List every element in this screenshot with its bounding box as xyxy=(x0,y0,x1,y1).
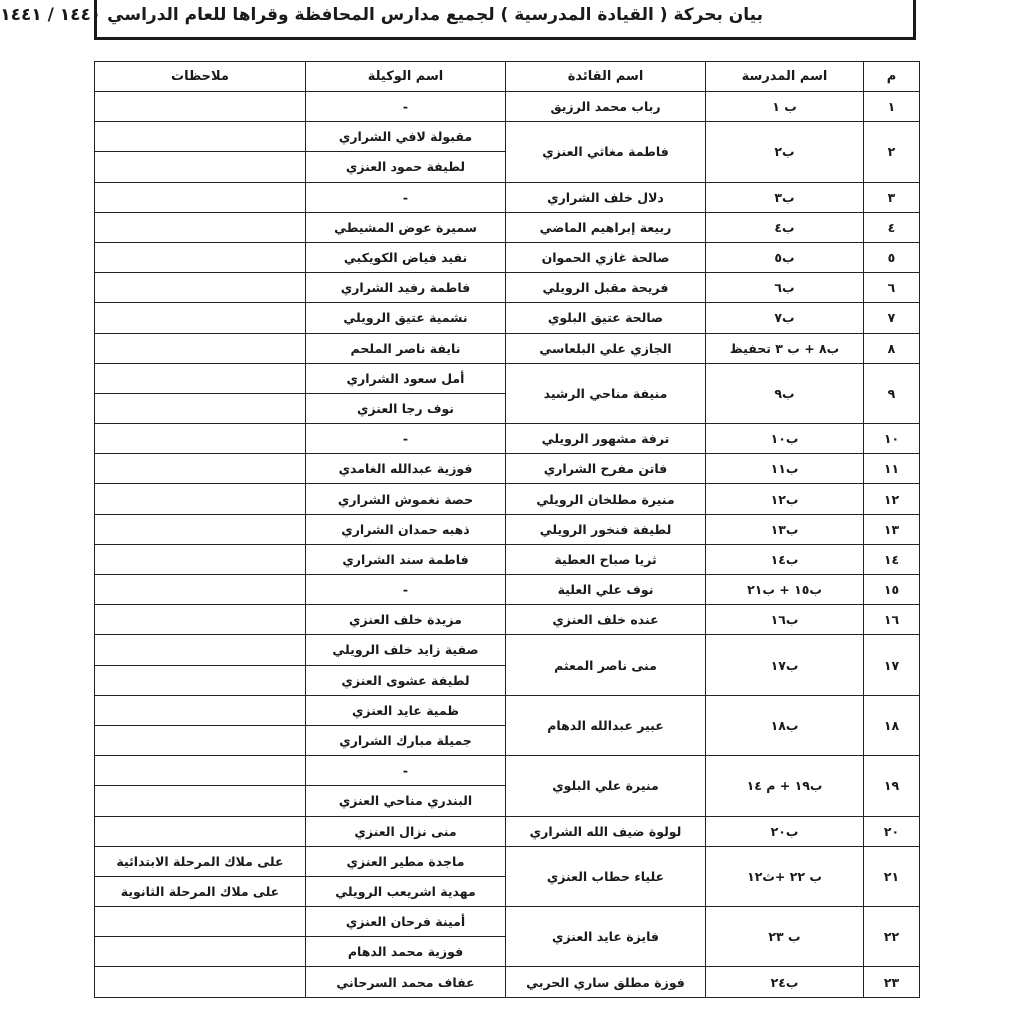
leader-name: صالحة عتيق البلوي xyxy=(506,303,706,333)
deputy-name: لطيفة عشوى العنزي xyxy=(306,665,506,695)
notes-cell xyxy=(95,967,306,997)
table-row xyxy=(95,484,920,514)
leader-name: لولوة ضيف الله الشراري xyxy=(506,816,706,846)
deputy-name: نشمية عتيق الرويلي xyxy=(306,303,506,333)
deputy-name: لطيفة حمود العنزي xyxy=(306,152,506,182)
notes-cell xyxy=(95,937,306,967)
school-name: ب٦ xyxy=(706,273,864,303)
leader-name: منى ناصر المعثم xyxy=(506,635,706,695)
deputy-name: مزيدة خلف العنزي xyxy=(306,605,506,635)
school-name: ب١٣ xyxy=(706,514,864,544)
school-name: ب١٠ xyxy=(706,424,864,454)
school-name: ب٨ + ب ٣ تحفيظ xyxy=(706,333,864,363)
deputy-name: فوزية محمد الدهام xyxy=(306,937,506,967)
table-row xyxy=(95,605,920,635)
notes-cell xyxy=(95,182,306,212)
leader-name: فريحة مقبل الرويلي xyxy=(506,273,706,303)
row-number: ١٩ xyxy=(864,756,920,816)
school-name: ب٢٠ xyxy=(706,816,864,846)
row-number: ٨ xyxy=(864,333,920,363)
notes-cell xyxy=(95,363,306,393)
table-row xyxy=(95,635,920,665)
leader-name: منيفة مناحي الرشيد xyxy=(506,363,706,423)
school-leadership-table xyxy=(94,61,920,998)
row-number: ١٧ xyxy=(864,635,920,695)
row-number: ٢٣ xyxy=(864,967,920,997)
row-number: ٢ xyxy=(864,122,920,182)
table-row xyxy=(95,122,920,152)
document-title: بيان بحركة ( القيادة المدرسية ) لجميع مدارس المحافظة وقراها للعام الدراسي ١٤٤٠ / ١٤٤١ xyxy=(0,5,763,25)
notes-cell xyxy=(95,756,306,786)
deputy-name: - xyxy=(306,92,506,122)
leader-name: منيرة علي البلوي xyxy=(506,756,706,816)
table-row xyxy=(95,816,920,846)
school-name: ب٣ xyxy=(706,182,864,212)
table-row xyxy=(95,575,920,605)
school-name: ب١٢ xyxy=(706,484,864,514)
leader-name: فاطمة مغاثي العنزي xyxy=(506,122,706,182)
notes-cell xyxy=(95,454,306,484)
notes-cell xyxy=(95,544,306,574)
school-name: ب ٢٢ +ث١٢ xyxy=(706,846,864,906)
leader-name: الجازي علي البلعاسي xyxy=(506,333,706,363)
table-header-row xyxy=(95,62,920,92)
leader-name: ترفة مشهور الرويلي xyxy=(506,424,706,454)
school-name: ب١٨ xyxy=(706,695,864,755)
deputy-name: نفيد فياض الكويكبي xyxy=(306,242,506,272)
deputy-name: نايفة ناصر الملحم xyxy=(306,333,506,363)
row-number: ٤ xyxy=(864,212,920,242)
school-name: ب١٧ xyxy=(706,635,864,695)
row-number: ٥ xyxy=(864,242,920,272)
deputy-name: فوزية عبدالله الغامدي xyxy=(306,454,506,484)
table-row xyxy=(95,333,920,363)
deputy-name: سميرة عوض المشيطي xyxy=(306,212,506,242)
school-name: ب٢٤ xyxy=(706,967,864,997)
header-school: اسم المدرسة xyxy=(706,62,864,92)
table-row xyxy=(95,756,920,786)
deputy-name: ماجدة مطير العنزي xyxy=(306,846,506,876)
header-leader: اسم القائدة xyxy=(506,62,706,92)
leader-name: ربيعة إبراهيم الماضي xyxy=(506,212,706,242)
deputy-name: فاطمة سند الشراري xyxy=(306,544,506,574)
school-name: ب١٦ xyxy=(706,605,864,635)
notes-cell xyxy=(95,333,306,363)
table-row xyxy=(95,303,920,333)
leader-name: دلال خلف الشراري xyxy=(506,182,706,212)
notes-cell xyxy=(95,635,306,665)
leader-name: علياء حطاب العنزي xyxy=(506,846,706,906)
leader-name: عنده خلف العنزي xyxy=(506,605,706,635)
school-name: ب٩ xyxy=(706,363,864,423)
table-row xyxy=(95,273,920,303)
notes-cell xyxy=(95,605,306,635)
notes-cell xyxy=(95,303,306,333)
school-name: ب١٩ + م ١٤ xyxy=(706,756,864,816)
deputy-name: حصة نغموش الشراري xyxy=(306,484,506,514)
deputy-name: ظمية عايد العنزي xyxy=(306,695,506,725)
row-number: ٩ xyxy=(864,363,920,423)
table-row xyxy=(95,363,920,393)
notes-cell xyxy=(95,92,306,122)
row-number: ١٢ xyxy=(864,484,920,514)
deputy-name: أمينة فرحان العنزي xyxy=(306,907,506,937)
notes-cell: على ملاك المرحلة الثانوية xyxy=(95,876,306,906)
leader-name: نوف علي العلية xyxy=(506,575,706,605)
row-number: ١٦ xyxy=(864,605,920,635)
deputy-name: عفاف محمد السرحاني xyxy=(306,967,506,997)
leader-name: منيرة مطلخان الرويلي xyxy=(506,484,706,514)
leader-name: فاتن مفرح الشراري xyxy=(506,454,706,484)
leader-name: عبير عبدالله الدهام xyxy=(506,695,706,755)
deputy-name: - xyxy=(306,756,506,786)
leader-name: صالحة غازي الحموان xyxy=(506,242,706,272)
notes-cell xyxy=(95,725,306,755)
row-number: ٢٢ xyxy=(864,907,920,967)
deputy-name: مقبولة لافي الشراري xyxy=(306,122,506,152)
school-name: ب٧ xyxy=(706,303,864,333)
row-number: ١٨ xyxy=(864,695,920,755)
header-deputy: اسم الوكيلة xyxy=(306,62,506,92)
notes-cell xyxy=(95,575,306,605)
school-name: ب١٥ + ب٢١ xyxy=(706,575,864,605)
row-number: ١ xyxy=(864,92,920,122)
row-number: ١٤ xyxy=(864,544,920,574)
notes-cell xyxy=(95,242,306,272)
header-num: م xyxy=(864,62,920,92)
deputy-name: منى نزال العنزي xyxy=(306,816,506,846)
deputy-name: - xyxy=(306,575,506,605)
leader-name: ثريا صباح العطية xyxy=(506,544,706,574)
notes-cell xyxy=(95,695,306,725)
leader-name: لطيفة فنخور الرويلي xyxy=(506,514,706,544)
row-number: ١١ xyxy=(864,454,920,484)
deputy-name: - xyxy=(306,182,506,212)
notes-cell xyxy=(95,816,306,846)
deputy-name: نوف رجا العنزي xyxy=(306,393,506,423)
school-name: ب٥ xyxy=(706,242,864,272)
deputy-name: مهدية اشريعب الرويلي xyxy=(306,876,506,906)
row-number: ٣ xyxy=(864,182,920,212)
notes-cell xyxy=(95,122,306,152)
table-row xyxy=(95,454,920,484)
notes-cell xyxy=(95,907,306,937)
table-row xyxy=(95,907,920,937)
table-row xyxy=(95,92,920,122)
table-row xyxy=(95,846,920,876)
deputy-name: ذهبه حمدان الشراري xyxy=(306,514,506,544)
notes-cell xyxy=(95,665,306,695)
table-row xyxy=(95,967,920,997)
notes-cell xyxy=(95,273,306,303)
notes-cell xyxy=(95,786,306,816)
deputy-name: صفية زايد خلف الرويلي xyxy=(306,635,506,665)
notes-cell xyxy=(95,484,306,514)
notes-cell xyxy=(95,152,306,182)
deputy-name: البندري مناحي العنزي xyxy=(306,786,506,816)
row-number: ٢٠ xyxy=(864,816,920,846)
school-name: ب٤ xyxy=(706,212,864,242)
notes-cell xyxy=(95,212,306,242)
table-body xyxy=(95,92,920,998)
table-row xyxy=(95,182,920,212)
table-row xyxy=(95,242,920,272)
school-name: ب ١ xyxy=(706,92,864,122)
school-name: ب١٤ xyxy=(706,544,864,574)
notes-cell xyxy=(95,514,306,544)
leader-name: رباب محمد الرزيق xyxy=(506,92,706,122)
title-box xyxy=(0,0,916,40)
school-name: ب ٢٣ xyxy=(706,907,864,967)
row-number: ٢١ xyxy=(864,846,920,906)
table-row xyxy=(95,424,920,454)
row-number: ١٠ xyxy=(864,424,920,454)
row-number: ١٣ xyxy=(864,514,920,544)
notes-cell xyxy=(95,424,306,454)
notes-cell xyxy=(95,393,306,423)
deputy-name: جميلة مبارك الشراري xyxy=(306,725,506,755)
deputy-name: فاطمة رفيد الشراري xyxy=(306,273,506,303)
table-row xyxy=(95,695,920,725)
row-number: ٦ xyxy=(864,273,920,303)
school-name: ب٢ xyxy=(706,122,864,182)
notes-cell: على ملاك المرحلة الابتدائية xyxy=(95,846,306,876)
leader-name: فايزة عايد العنزي xyxy=(506,907,706,967)
deputy-name: أمل سعود الشراري xyxy=(306,363,506,393)
leader-name: فوزة مطلق ساري الحربي xyxy=(506,967,706,997)
header-notes: ملاحظات xyxy=(95,62,306,92)
deputy-name: - xyxy=(306,424,506,454)
row-number: ١٥ xyxy=(864,575,920,605)
row-number: ٧ xyxy=(864,303,920,333)
school-name: ب١١ xyxy=(706,454,864,484)
table-row xyxy=(95,514,920,544)
table-row xyxy=(95,544,920,574)
table-row xyxy=(95,212,920,242)
